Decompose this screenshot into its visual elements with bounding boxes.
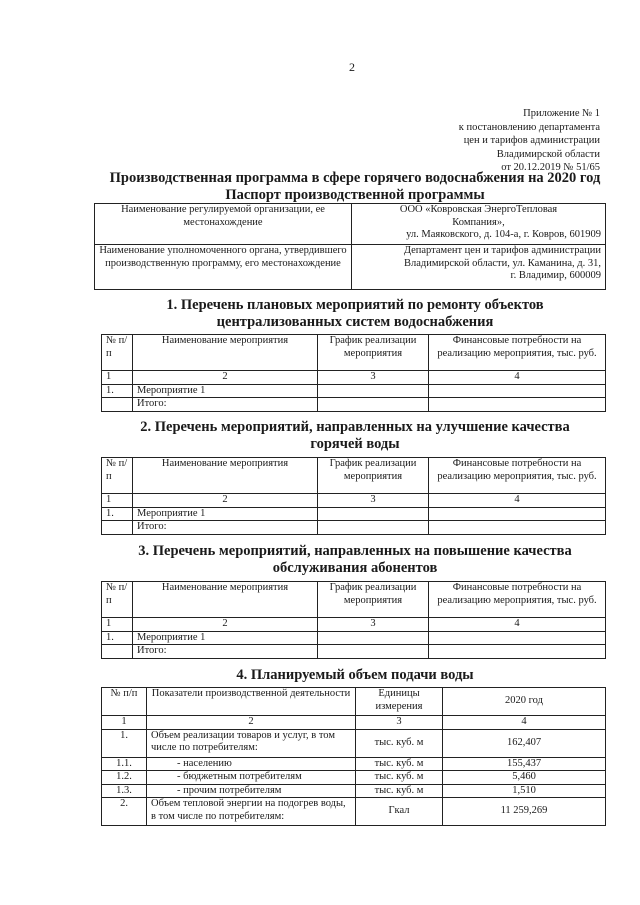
table-row: 1. Мероприятие 1 [102,631,606,645]
total-row: Итого: [102,521,606,535]
appendix-block [410,107,600,175]
header-name: Наименование мероприятия [133,458,318,494]
header-finance: Финансовые потребности на реализацию мероприятия, тыс. руб. [429,582,606,618]
header-schedule: График реализации мероприятия [318,582,429,618]
section3-title: 3. Перечень мероприятий, направленных на повышение качества обслуживания абонентов [138,543,572,576]
section2-table: № п/п Наименование мероприятия График реализации мероприятия Финансовые потребности на реализацию мероприятия, тыс. руб. 1 2 3 4 1. Мероприятие 1 Итого: [101,457,606,535]
appendix-line: от 20.12.2019 № 51/65 [501,162,600,173]
appendix-line: Приложение № 1 [523,108,600,119]
table-row: 1.2. - бюджетным потребителям тыс. куб. м 5,460 [102,771,606,785]
appendix-line: к постановлению департамента [458,121,600,133]
passport-table [94,203,606,290]
total-row: Итого: [102,398,606,412]
section2-title: 2. Перечень мероприятий, направленных на улучшение качества горячей воды [140,419,570,452]
passport-value: Департамент цен и тарифов администрации Владимирской области, ул. Каманина, д. 31, г. Владимир, 600009 [352,245,606,290]
passport-label: Наименование уполномоченного органа, утвердившего производственную программу, его местонахождение [95,245,352,290]
total-row: Итого: [102,645,606,659]
appendix-line: Владимирской области [496,148,600,160]
header-name: Наименование мероприятия [133,582,318,618]
header-unit: Единицы измерения [356,688,443,716]
header-name: Наименование мероприятия [133,335,318,371]
document-title [90,170,620,204]
header-num: № п/п [102,582,133,618]
passport-label: Наименование регулируемой организации, ее местонахождение [95,204,352,245]
table-row: 1. Мероприятие 1 [102,384,606,398]
section4-title: 4. Планируемый объем подачи воды [236,667,474,683]
section1-table: № п/п Наименование мероприятия График реализации мероприятия Финансовые потребности на реализацию мероприятия, тыс. руб. 1 2 3 4 1. Мероприятие 1 Итого: [101,334,606,412]
table-row: 1. Объем реализации товаров и услуг, в том числе по потребителям: тыс. куб. м 162,407 [102,729,606,757]
header-num: № п/п [102,335,133,371]
table-row: 1. Мероприятие 1 [102,507,606,521]
subtitle-line: Паспорт производственной программы [225,187,485,203]
header-finance: Финансовые потребности на реализацию мероприятия, тыс. руб. [429,458,606,494]
header-schedule: График реализации мероприятия [318,458,429,494]
header-schedule: График реализации мероприятия [318,335,429,371]
title-line: Производственная программа в сфере горячего водоснабжения на 2020 год [109,170,601,186]
table-row: 1.3. - прочим потребителям тыс. куб. м 1,510 [102,784,606,798]
header-num: № п/п [102,688,147,716]
page-number: 2 [349,60,355,74]
section3-table: № п/п Наименование мероприятия График реализации мероприятия Финансовые потребности на реализацию мероприятия, тыс. руб. 1 2 3 4 1. Мероприятие 1 Итого: [101,581,606,659]
passport-value: ООО «Ковровская ЭнергоТепловая Компания», ул. Маяковского, д. 104-а, г. Ковров, 601909 [352,204,606,245]
section4-table: № п/п Показатели производственной деятельности Единицы измерения 2020 год 1 2 3 4 1. Объем реализации товаров и услуг, в том числе по потребителям: тыс. куб. м 162,407 1.1. - населению тыс. куб. м 155,437 1.2. - бюджетным потребителям тыс. куб. м 5,460 1.3. - прочим потребителям тыс. куб. м 1,510 2. Объем тепловой энергии на подогрев воды, в том числе по потребителям: Гкал 11 259,269 [101,687,606,826]
table-row: 1.1. - населению тыс. куб. м 155,437 [102,757,606,771]
section1-title: 1. Перечень плановых мероприятий по ремонту объектов централизованных систем водоснабжения [166,297,544,330]
header-indicator: Показатели производственной деятельности [147,688,356,716]
header-year: 2020 год [443,688,606,716]
appendix-line: цен и тарифов администрации [463,135,600,146]
table-row: 2. Объем тепловой энергии на подогрев воды, в том числе по потребителям: Гкал 11 259,269 [102,798,606,826]
header-num: № п/п [102,458,133,494]
header-finance: Финансовые потребности на реализацию мероприятия, тыс. руб. [429,335,606,371]
